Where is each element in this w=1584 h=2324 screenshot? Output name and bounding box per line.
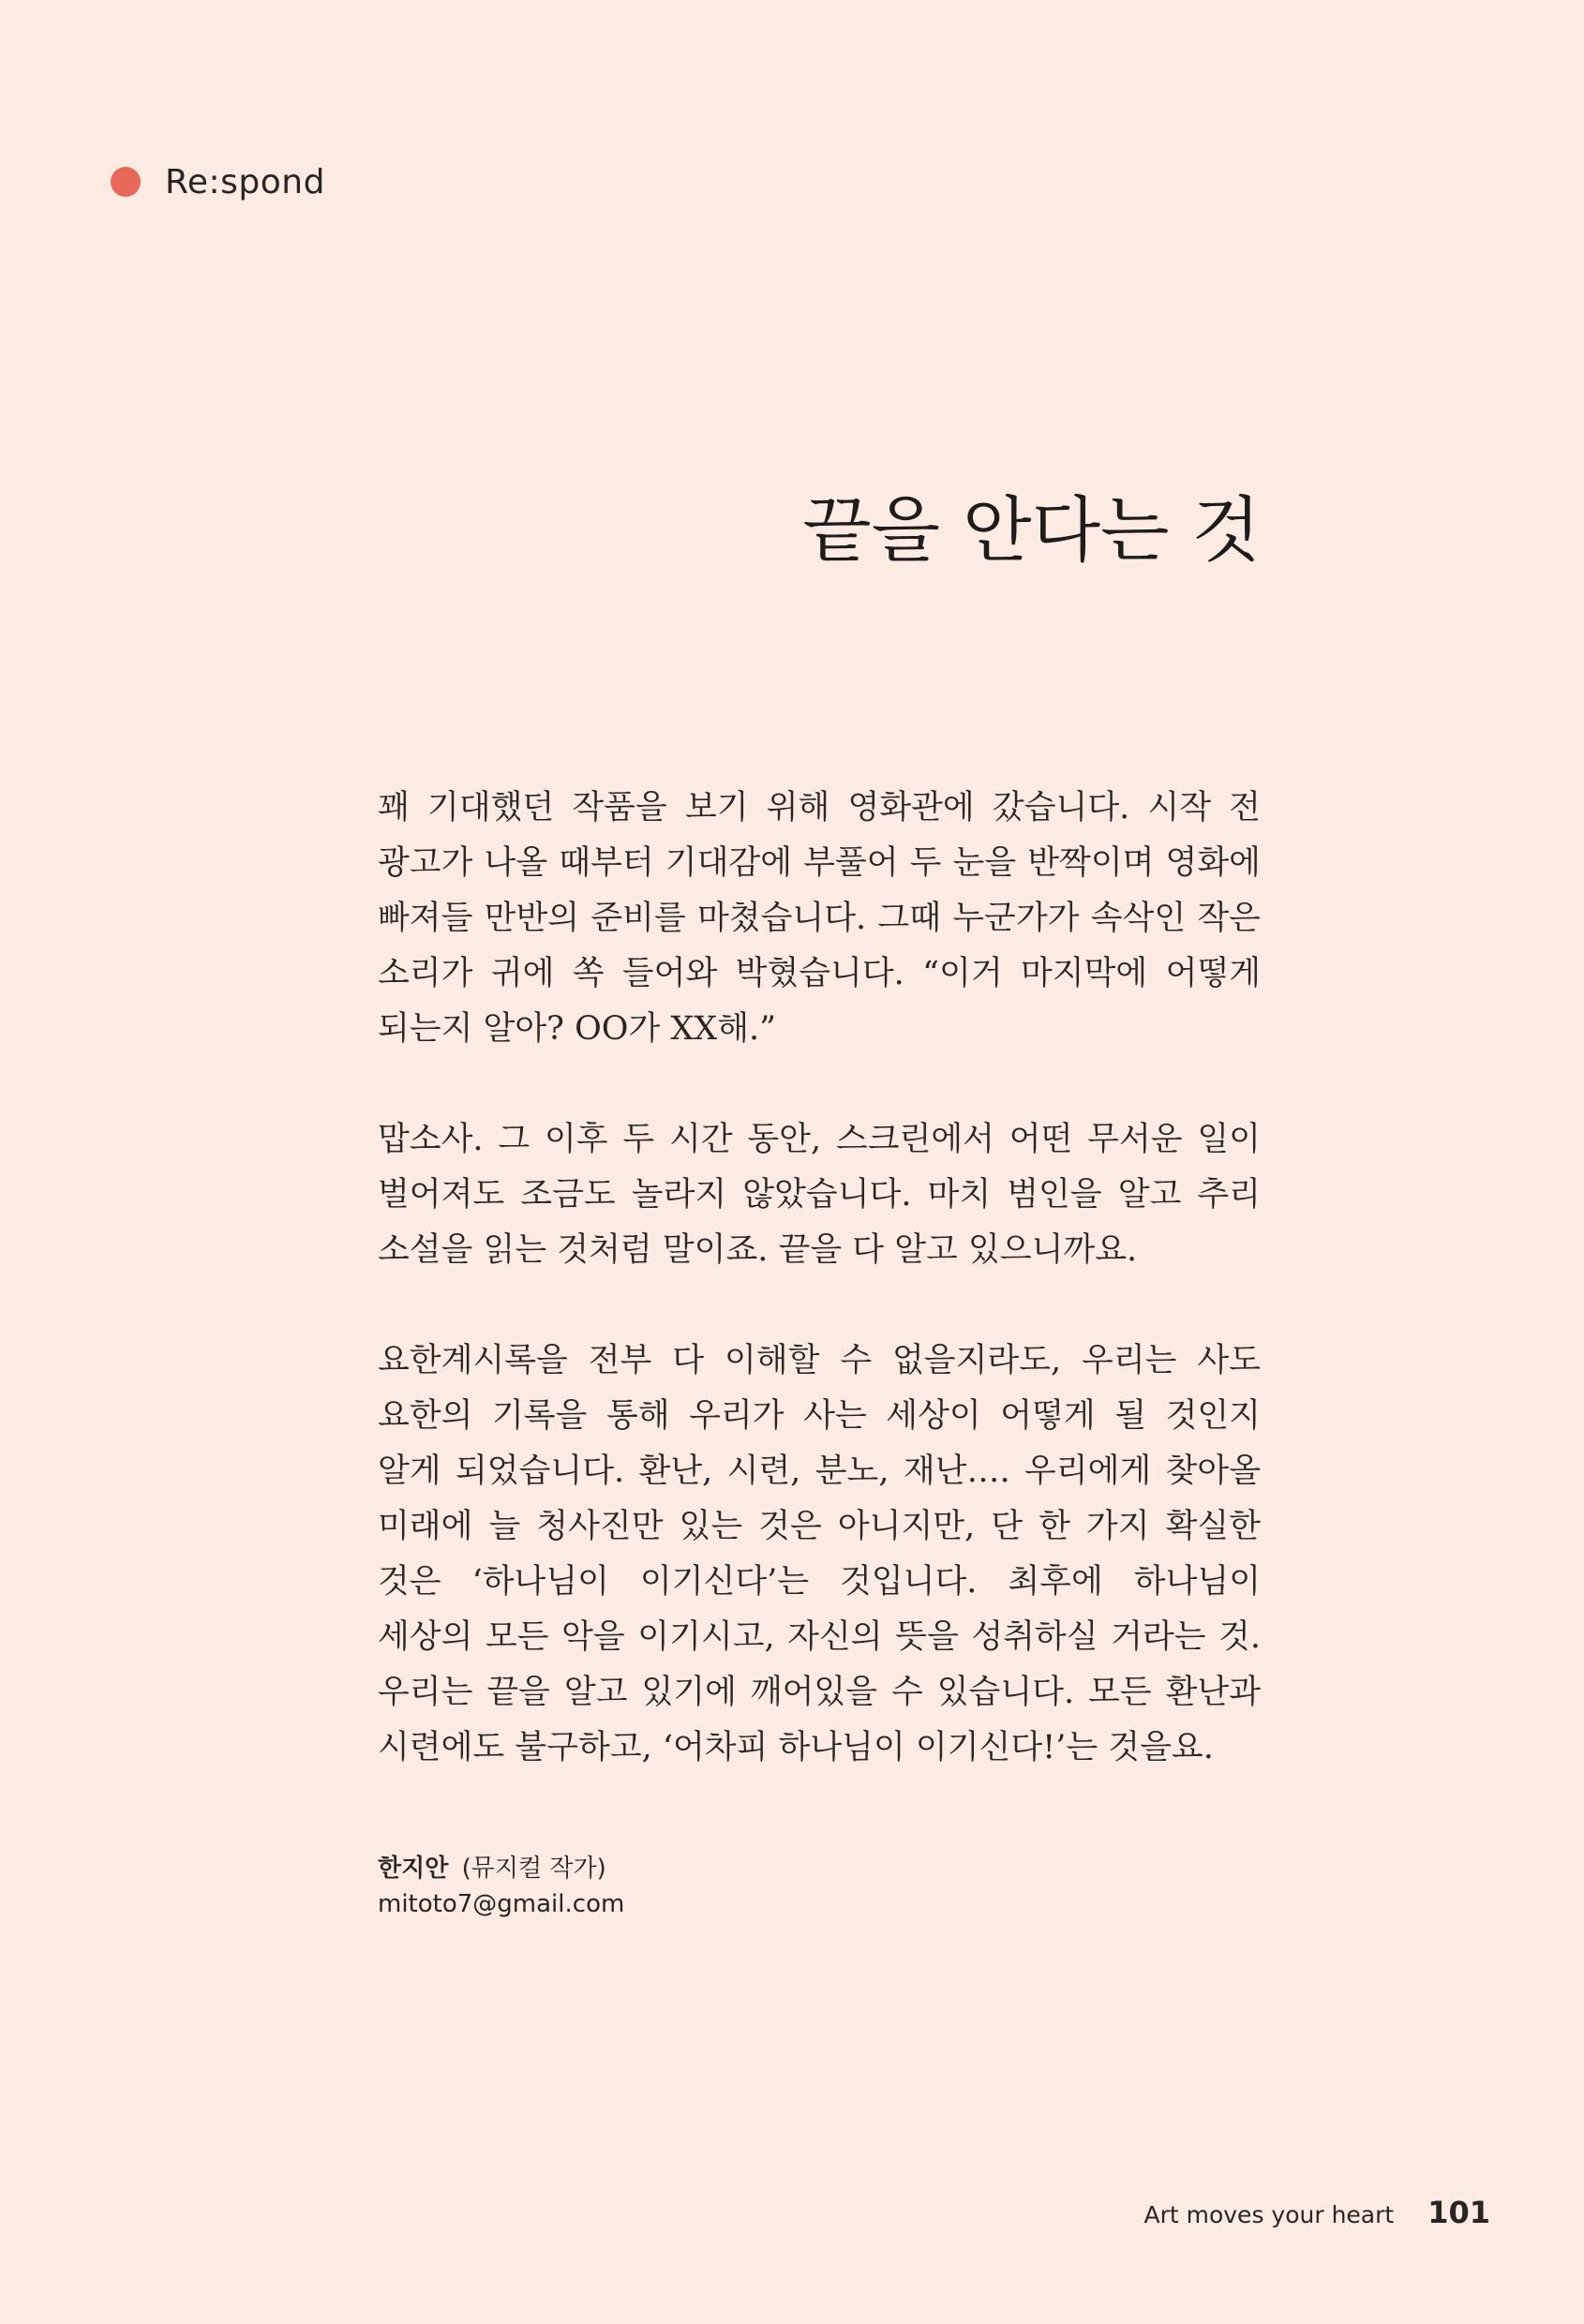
author-byline xyxy=(378,1851,624,1922)
section-label: Re:spond xyxy=(165,162,325,201)
author-email: mitoto7@gmail.com xyxy=(378,1890,625,1918)
paragraph-3: 요한계시록을 전부 다 이해할 수 없을지라도, 우리는 사도 요한의 기록을 통해 우리가 사는 세상이 어떻게 될 것인지 알게 되었습니다. 환난, 시련, 분노, 재난…. 우리에게 찾아올 미래에 늘 청사진만 있는 것은 아니지만, 단 한 가지 확실한 것은 ‘하나님이 이기신다’는 것입니다. 최후에 하나님이 세상의 모든 악을 이기시고, 자신의 뜻을 성취하실 거라는 것. 우리는 끝을 알고 있기에 깨어있을 수 있습니다. 모든 환난과 시련에도 불구하고, ‘어차피 하나님이 이기신다!’는 것을요. xyxy=(378,1342,1261,1766)
page-footer xyxy=(1143,2195,1490,2230)
author-name: 한지안 xyxy=(378,1855,449,1883)
author-role: (뮤지컬 작가) xyxy=(461,1855,606,1883)
article-title: 끝을 안다는 것 xyxy=(802,488,1261,572)
footer-tagline: Art moves your heart xyxy=(1143,2201,1395,2228)
section-dot-icon xyxy=(111,167,141,197)
section-tag xyxy=(111,157,325,206)
paragraph-1: 꽤 기대했던 작품을 보기 위해 영화관에 갔습니다. 시작 전 광고가 나올 때부터 기대감에 부풀어 두 눈을 반짝이며 영화에 빠져들 만반의 준비를 마쳤습니다. 그때 누군가가 속삭인 작은 소리가 귀에 쏙 들어와 박혔습니다. “이거 마지막에 어떻게 되는지 알아? OO가 XX해.” xyxy=(378,789,1261,1048)
page-number: 101 xyxy=(1427,2195,1490,2230)
author-line xyxy=(378,1851,624,1886)
article-body xyxy=(378,781,1261,1776)
paragraph-2: 맙소사. 그 이후 두 시간 동안, 스크린에서 어떤 무서운 일이 벌어져도 조금도 놀라지 않았습니다. 마치 범인을 알고 추리 소설을 읽는 것처럼 말이죠. 끝을 다 알고 있으니까요. xyxy=(378,1121,1261,1269)
